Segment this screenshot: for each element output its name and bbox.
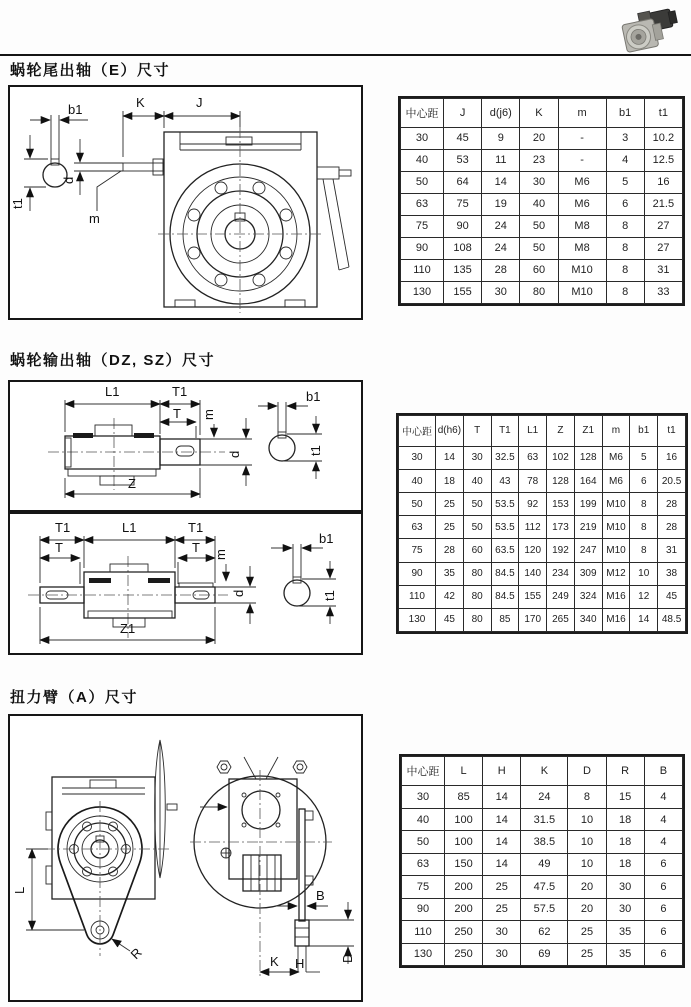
- table-cell: 18: [606, 808, 644, 830]
- table-cell: 15: [606, 786, 644, 808]
- table-cell: 33: [644, 281, 682, 303]
- dim-label-t1: t1: [322, 590, 337, 601]
- table-cell: 8: [630, 493, 658, 516]
- dim-label-m: m: [213, 549, 228, 560]
- drawing-output-shaft-dz: [8, 380, 363, 512]
- table-cell: 128: [547, 469, 575, 492]
- table-cell: 31: [658, 539, 686, 562]
- table-cell: 23: [520, 149, 558, 171]
- table-cell: 16: [658, 446, 686, 469]
- dim-label-L1: L1: [122, 520, 137, 535]
- table-cell: 192: [547, 539, 575, 562]
- table-cell: 24: [482, 215, 520, 237]
- table-row: [401, 237, 683, 259]
- table-cell: 19: [482, 193, 520, 215]
- table-cell: 80: [463, 562, 491, 585]
- table-cell: 35: [606, 943, 644, 965]
- dim-label-d: d: [231, 589, 246, 597]
- table-cell: 249: [547, 585, 575, 608]
- table-cell: 14: [436, 446, 464, 469]
- table-cell: M8: [558, 215, 606, 237]
- table-cell: 57.5: [521, 898, 568, 920]
- table-cell: 49: [521, 853, 568, 875]
- table-row: [402, 831, 683, 853]
- section-title-output-shaft: 蜗轮输出轴（DZ, SZ）尺寸: [10, 352, 215, 369]
- dim-label-T: T: [173, 406, 181, 421]
- column-header: H: [483, 757, 521, 786]
- table-cell: 153: [547, 493, 575, 516]
- column-header: K: [521, 757, 568, 786]
- table-cell: 78: [519, 469, 547, 492]
- dim-label-b1: b1: [319, 531, 334, 546]
- table-cell: 40: [402, 808, 445, 830]
- table-cell: 30: [483, 943, 521, 965]
- table-cell: 20: [568, 898, 606, 920]
- dim-label-J: J: [196, 95, 203, 110]
- table-cell: 53.5: [491, 516, 519, 539]
- table-e-shaft: [398, 96, 685, 306]
- dim-label-T1: T1: [55, 520, 71, 535]
- column-header: d(j6): [482, 99, 520, 128]
- table-cell: 5: [630, 446, 658, 469]
- table-cell: 3: [606, 127, 644, 149]
- table-cell: 110: [401, 259, 444, 281]
- dim-label-d: d: [227, 450, 242, 458]
- table-cell: M10: [602, 493, 630, 516]
- table-cell: 85: [491, 608, 519, 631]
- dim-label-b1: b1: [306, 389, 321, 404]
- dim-label-H: H: [295, 956, 305, 971]
- table-cell: 108: [444, 237, 482, 259]
- table-cell: 4: [644, 786, 682, 808]
- table-cell: 90: [444, 215, 482, 237]
- dim-label-m: m: [89, 211, 100, 226]
- table-cell: 50: [401, 171, 444, 193]
- table-cell: 10: [568, 831, 606, 853]
- table-cell: 63.5: [491, 539, 519, 562]
- dim-label-T1: T1: [172, 384, 188, 399]
- table-cell: 25: [568, 921, 606, 943]
- table-row: [401, 193, 683, 215]
- dz-shaft-view: [48, 418, 225, 490]
- table-cell: 85: [445, 786, 483, 808]
- table-cell: 30: [399, 446, 436, 469]
- table-cell: 30: [482, 281, 520, 303]
- table-cell: 27: [644, 237, 682, 259]
- table-cell: 32.5: [491, 446, 519, 469]
- table-row: [399, 608, 686, 631]
- table-cell: 14: [482, 171, 520, 193]
- table-row: [402, 853, 683, 875]
- table-cell: 200: [445, 898, 483, 920]
- table-header-row: [402, 757, 683, 786]
- table-cell: -: [558, 149, 606, 171]
- table-cell: 155: [519, 585, 547, 608]
- table-cell: 200: [445, 876, 483, 898]
- column-header: 中心距: [402, 757, 445, 786]
- table-cell: 112: [519, 516, 547, 539]
- table-cell: 30: [401, 127, 444, 149]
- table-cell: 6: [644, 876, 682, 898]
- table-cell: 234: [547, 562, 575, 585]
- table-cell: 80: [463, 585, 491, 608]
- table-output-shaft: [396, 413, 688, 634]
- column-header: L1: [519, 416, 547, 447]
- table-cell: 38: [658, 562, 686, 585]
- table-row: [399, 446, 686, 469]
- table-cell: 8: [630, 539, 658, 562]
- dim-label-m: m: [201, 409, 216, 420]
- table-cell: 50: [399, 493, 436, 516]
- section-title-e-shaft: 蜗轮尾出轴（E）尺寸: [10, 62, 171, 79]
- table-cell: 8: [606, 215, 644, 237]
- table-cell: 128: [574, 446, 602, 469]
- table-cell: 45: [444, 127, 482, 149]
- table-cell: 50: [402, 831, 445, 853]
- table-cell: 265: [547, 608, 575, 631]
- e-shaft-side-view: [61, 139, 163, 226]
- table-torque-arm: [399, 754, 685, 968]
- dim-label-T: T: [55, 540, 63, 555]
- table-row: [401, 127, 683, 149]
- table-cell: 10: [568, 808, 606, 830]
- table-cell: 8: [630, 516, 658, 539]
- table-cell: 8: [606, 259, 644, 281]
- table-cell: 28: [658, 516, 686, 539]
- column-header: T1: [491, 416, 519, 447]
- table-cell: 60: [463, 539, 491, 562]
- table-cell: 40: [401, 149, 444, 171]
- table-cell: 84.5: [491, 562, 519, 585]
- table-cell: 6: [644, 921, 682, 943]
- table-cell: 170: [519, 608, 547, 631]
- table-cell: 60: [520, 259, 558, 281]
- drawing-torque-arm: [8, 714, 363, 1002]
- product-photo: [616, 7, 688, 55]
- table-cell: 40: [463, 469, 491, 492]
- table-cell: 64: [444, 171, 482, 193]
- table-cell: 35: [436, 562, 464, 585]
- dim-label-b1: b1: [68, 102, 83, 117]
- dim-label-t1: t1: [10, 198, 25, 209]
- table-cell: 25: [483, 898, 521, 920]
- column-header: L: [445, 757, 483, 786]
- table-cell: 31: [644, 259, 682, 281]
- column-header: R: [606, 757, 644, 786]
- header-divider: [0, 54, 691, 56]
- table-cell: 40: [520, 193, 558, 215]
- table-cell: 92: [519, 493, 547, 516]
- table-cell: 63: [519, 446, 547, 469]
- table-cell: 20: [520, 127, 558, 149]
- table-row: [399, 516, 686, 539]
- table-cell: 309: [574, 562, 602, 585]
- table-cell: 4: [644, 831, 682, 853]
- table-cell: 247: [574, 539, 602, 562]
- e-shaft-cross-section: [10, 102, 88, 211]
- table-cell: M10: [602, 539, 630, 562]
- column-header: m: [602, 416, 630, 447]
- table-cell: 75: [401, 215, 444, 237]
- table-cell: 24: [521, 786, 568, 808]
- table-cell: 63: [399, 516, 436, 539]
- column-header: K: [520, 99, 558, 128]
- column-header: t1: [644, 99, 682, 128]
- table-cell: 4: [606, 149, 644, 171]
- table-cell: 6: [644, 943, 682, 965]
- table-row: [402, 876, 683, 898]
- table-cell: 30: [606, 898, 644, 920]
- table-cell: M6: [602, 446, 630, 469]
- table-cell: 53.5: [491, 493, 519, 516]
- table-cell: M10: [602, 516, 630, 539]
- table-cell: -: [558, 127, 606, 149]
- table-cell: 250: [445, 921, 483, 943]
- table-cell: 16: [644, 171, 682, 193]
- table-cell: 155: [444, 281, 482, 303]
- table-cell: 120: [519, 539, 547, 562]
- table-cell: 11: [482, 149, 520, 171]
- table-cell: 12: [630, 585, 658, 608]
- table-cell: 14: [483, 808, 521, 830]
- table-cell: M10: [558, 259, 606, 281]
- column-header: b1: [630, 416, 658, 447]
- table-cell: 28: [482, 259, 520, 281]
- table-cell: M6: [602, 469, 630, 492]
- table-cell: 38.5: [521, 831, 568, 853]
- dim-label-d: d: [61, 176, 76, 184]
- table-cell: 18: [606, 831, 644, 853]
- table-cell: M16: [602, 608, 630, 631]
- table-cell: 199: [574, 493, 602, 516]
- table-cell: 48.5: [658, 608, 686, 631]
- table-header-row: [399, 416, 686, 447]
- dim-label-T: T: [192, 540, 200, 555]
- sz-cross-section: [271, 531, 337, 624]
- table-cell: 18: [436, 469, 464, 492]
- table-cell: 14: [630, 608, 658, 631]
- table-cell: 10: [630, 562, 658, 585]
- dim-label-L: L: [12, 886, 27, 894]
- table-cell: M16: [602, 585, 630, 608]
- table-row: [401, 259, 683, 281]
- table-cell: 130: [399, 608, 436, 631]
- dim-label-B: B: [316, 888, 325, 903]
- table-row: [402, 943, 683, 965]
- section-title-torque-arm: 扭力臂（A）尺寸: [10, 689, 138, 706]
- column-header: 中心距: [401, 99, 444, 128]
- dim-label-K: K: [136, 95, 145, 110]
- table-cell: 10.2: [644, 127, 682, 149]
- table-cell: 50: [463, 493, 491, 516]
- table-cell: 130: [401, 281, 444, 303]
- table-cell: 50: [463, 516, 491, 539]
- table-cell: 42: [436, 585, 464, 608]
- table-cell: 28: [436, 539, 464, 562]
- table-cell: 135: [444, 259, 482, 281]
- table-cell: 53: [444, 149, 482, 171]
- table-cell: 75: [402, 876, 445, 898]
- table-cell: 219: [574, 516, 602, 539]
- table-cell: 25: [436, 493, 464, 516]
- table-cell: 173: [547, 516, 575, 539]
- table-cell: 12.5: [644, 149, 682, 171]
- table-cell: M12: [602, 562, 630, 585]
- table-cell: 150: [445, 853, 483, 875]
- table-cell: 45: [658, 585, 686, 608]
- table-cell: 20: [568, 876, 606, 898]
- table-row: [399, 539, 686, 562]
- dim-label-t1: t1: [308, 445, 323, 456]
- table-cell: 6: [606, 193, 644, 215]
- gearbox-front-view: [158, 127, 351, 313]
- dim-label-T1: T1: [188, 520, 204, 535]
- table-cell: 25: [436, 516, 464, 539]
- table-row: [401, 149, 683, 171]
- column-header: Z1: [574, 416, 602, 447]
- table-cell: 31.5: [521, 808, 568, 830]
- drawing-output-shaft-sz: [8, 512, 363, 655]
- table-cell: 100: [445, 831, 483, 853]
- table-cell: M8: [558, 237, 606, 259]
- table-cell: 45: [436, 608, 464, 631]
- table-cell: 324: [574, 585, 602, 608]
- table-row: [402, 786, 683, 808]
- column-header: 中心距: [399, 416, 436, 447]
- table-cell: 102: [547, 446, 575, 469]
- dim-label-K: K: [270, 954, 279, 969]
- table-cell: 30: [520, 171, 558, 193]
- table-row: [401, 215, 683, 237]
- table-cell: 18: [606, 853, 644, 875]
- table-cell: 63: [402, 853, 445, 875]
- table-cell: 80: [463, 608, 491, 631]
- table-cell: 30: [402, 786, 445, 808]
- column-header: D: [568, 757, 606, 786]
- table-cell: 110: [399, 585, 436, 608]
- dim-label-D: D: [340, 953, 355, 963]
- table-cell: 110: [402, 921, 445, 943]
- table-cell: 140: [519, 562, 547, 585]
- table-row: [402, 898, 683, 920]
- table-cell: 250: [445, 943, 483, 965]
- dz-dimensions: [65, 384, 252, 498]
- kj-dimensions: [123, 95, 240, 157]
- dim-label-Z: Z: [128, 476, 136, 491]
- column-header: J: [444, 99, 482, 128]
- table-cell: 62: [521, 921, 568, 943]
- table-cell: 14: [483, 831, 521, 853]
- table-cell: 14: [483, 853, 521, 875]
- column-header: T: [463, 416, 491, 447]
- table-cell: 80: [520, 281, 558, 303]
- table-cell: 21.5: [644, 193, 682, 215]
- column-header: B: [644, 757, 682, 786]
- table-cell: 43: [491, 469, 519, 492]
- table-cell: 20.5: [658, 469, 686, 492]
- torque-arm-front-view: [12, 740, 177, 962]
- table-header-row: [401, 99, 683, 128]
- table-cell: 30: [463, 446, 491, 469]
- table-cell: 27: [644, 215, 682, 237]
- column-header: b1: [606, 99, 644, 128]
- table-cell: M6: [558, 193, 606, 215]
- table-row: [402, 808, 683, 830]
- table-cell: 30: [483, 921, 521, 943]
- table-cell: 100: [445, 808, 483, 830]
- table-cell: 6: [644, 853, 682, 875]
- drawing-e-shaft: [8, 85, 363, 320]
- table-row: [399, 562, 686, 585]
- table-cell: 90: [402, 898, 445, 920]
- dim-label-L1: L1: [105, 384, 120, 399]
- table-cell: 5: [606, 171, 644, 193]
- table-cell: 75: [444, 193, 482, 215]
- table-row: [402, 921, 683, 943]
- dim-label-Z1: Z1: [120, 621, 136, 636]
- table-cell: 28: [658, 493, 686, 516]
- table-cell: 40: [399, 469, 436, 492]
- table-cell: 63: [401, 193, 444, 215]
- column-header: t1: [658, 416, 686, 447]
- table-cell: 4: [644, 808, 682, 830]
- table-cell: M10: [558, 281, 606, 303]
- column-header: m: [558, 99, 606, 128]
- dim-label-R: R: [127, 944, 145, 963]
- table-cell: 9: [482, 127, 520, 149]
- table-cell: 8: [606, 281, 644, 303]
- table-row: [401, 171, 683, 193]
- dz-cross-section: [258, 389, 323, 479]
- table-cell: 130: [402, 943, 445, 965]
- table-cell: 50: [520, 215, 558, 237]
- table-cell: 25: [483, 876, 521, 898]
- table-cell: 75: [399, 539, 436, 562]
- table-cell: 6: [644, 898, 682, 920]
- table-cell: 340: [574, 608, 602, 631]
- table-cell: 30: [606, 876, 644, 898]
- table-cell: 14: [483, 786, 521, 808]
- table-cell: 84.5: [491, 585, 519, 608]
- table-cell: 10: [568, 853, 606, 875]
- table-row: [399, 585, 686, 608]
- table-cell: 8: [568, 786, 606, 808]
- column-header: Z: [547, 416, 575, 447]
- table-cell: 25: [568, 943, 606, 965]
- table-cell: 90: [401, 237, 444, 259]
- table-cell: 50: [520, 237, 558, 259]
- table-cell: 69: [521, 943, 568, 965]
- table-row: [399, 469, 686, 492]
- table-cell: 47.5: [521, 876, 568, 898]
- torque-arm-side-view: [190, 757, 355, 978]
- table-cell: 24: [482, 237, 520, 259]
- table-cell: M6: [558, 171, 606, 193]
- table-cell: 90: [399, 562, 436, 585]
- table-cell: 8: [606, 237, 644, 259]
- table-row: [399, 493, 686, 516]
- table-cell: 6: [630, 469, 658, 492]
- table-cell: 164: [574, 469, 602, 492]
- column-header: d(h6): [436, 416, 464, 447]
- table-cell: 35: [606, 921, 644, 943]
- table-row: [401, 281, 683, 303]
